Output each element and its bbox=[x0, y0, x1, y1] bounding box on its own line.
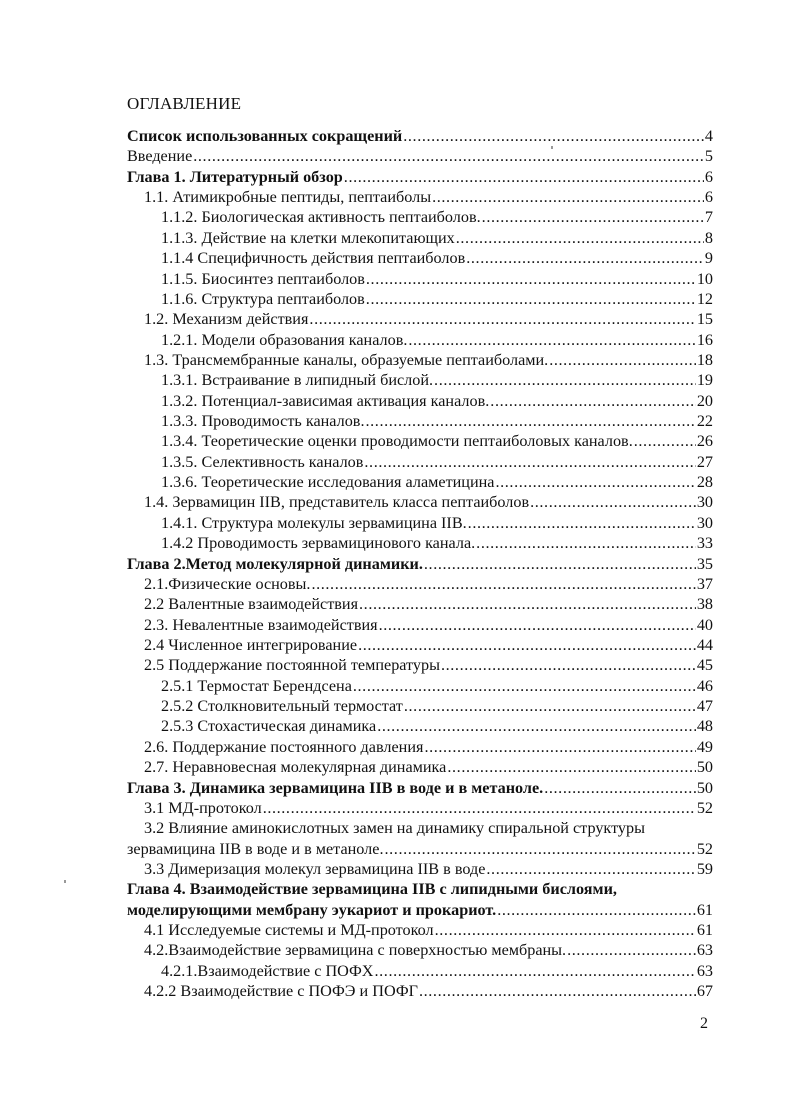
toc-entry-title: 3.1 МД-протокол bbox=[144, 798, 262, 817]
toc-entry[interactable] bbox=[127, 187, 713, 207]
dot-leader bbox=[486, 859, 695, 879]
toc-entry-title: 1.4. Зервамицин IIB, представитель класса пептаиболов bbox=[144, 493, 530, 512]
toc-entry-title: 4.2.1.Взаимодействие с ПОФХ bbox=[161, 961, 374, 980]
toc-entry-title: зервамицина IIB в воде и в метаноле. bbox=[127, 839, 384, 858]
dot-leader bbox=[482, 207, 704, 227]
toc-entry[interactable] bbox=[127, 696, 713, 716]
scan-speck bbox=[551, 146, 553, 149]
toc-entry-title: 1.1. Атимикробные пептиды, пептаиболы bbox=[144, 188, 432, 207]
toc-entry-page: 38 bbox=[696, 595, 713, 614]
toc-entry[interactable] bbox=[127, 309, 713, 329]
dot-leader bbox=[364, 452, 695, 472]
toc-entry[interactable] bbox=[127, 879, 713, 899]
dot-leader bbox=[379, 615, 696, 635]
dot-leader bbox=[419, 981, 696, 1001]
table-of-contents bbox=[127, 126, 713, 1001]
dot-leader bbox=[456, 228, 704, 248]
dot-leader bbox=[468, 513, 696, 533]
toc-entry-page: 6 bbox=[704, 167, 713, 186]
toc-entry[interactable] bbox=[127, 961, 713, 981]
toc-entry[interactable] bbox=[127, 411, 713, 431]
toc-entry-page: 47 bbox=[696, 697, 713, 716]
toc-entry-title: 1.3.3. Проводимость каналов. bbox=[161, 412, 365, 431]
toc-entry[interactable] bbox=[127, 391, 713, 411]
toc-entry[interactable] bbox=[127, 940, 713, 960]
dot-leader bbox=[375, 961, 696, 981]
toc-entry[interactable] bbox=[127, 330, 713, 350]
toc-entry-title: 1.3. Трансмембранные каналы, образуемые пептаиболами. bbox=[144, 350, 549, 369]
dot-leader bbox=[366, 269, 696, 289]
toc-entry[interactable] bbox=[127, 228, 713, 248]
toc-entry[interactable] bbox=[127, 492, 713, 512]
toc-entry-title: моделирующими мембрану эукариот и прокариот. bbox=[127, 900, 497, 919]
toc-entry[interactable] bbox=[127, 431, 713, 451]
toc-entry-title: Глава 4. Взаимодействие зервамицина IIB с липидными бислоями, bbox=[127, 880, 617, 899]
toc-entry-page: 26 bbox=[696, 432, 713, 451]
toc-entry-page: 18 bbox=[696, 350, 713, 369]
toc-entry[interactable] bbox=[127, 167, 713, 187]
dot-leader bbox=[567, 940, 696, 960]
toc-entry-page: 59 bbox=[696, 859, 713, 878]
toc-entry[interactable] bbox=[127, 737, 713, 757]
toc-entry-page: 52 bbox=[696, 839, 713, 858]
dot-leader bbox=[353, 676, 696, 696]
toc-entry[interactable] bbox=[127, 289, 713, 309]
toc-entry[interactable] bbox=[127, 207, 713, 227]
toc-entry-title: 2.4 Численное интегрирование bbox=[144, 635, 358, 654]
toc-entry[interactable] bbox=[127, 635, 713, 655]
toc-entry-page: 52 bbox=[696, 798, 713, 817]
dot-leader bbox=[432, 187, 704, 207]
toc-entry[interactable] bbox=[127, 533, 713, 553]
toc-entry-title: 2.1.Физические основы. bbox=[144, 574, 311, 593]
toc-entry-page: 10 bbox=[696, 269, 713, 288]
dot-leader bbox=[634, 431, 696, 451]
toc-entry-title: 2.5.2 Столкновительный термостат bbox=[161, 697, 403, 716]
toc-entry[interactable] bbox=[127, 554, 713, 574]
toc-entry-title: Введение bbox=[127, 147, 193, 166]
toc-entry[interactable] bbox=[127, 757, 713, 777]
toc-entry-title: 1.3.2. Потенциал-зависимая активация каналов. bbox=[161, 391, 490, 410]
toc-entry-page: 6 bbox=[704, 188, 713, 207]
toc-entry[interactable] bbox=[127, 778, 713, 798]
toc-entry[interactable] bbox=[127, 716, 713, 736]
toc-entry-page: 27 bbox=[696, 452, 713, 471]
toc-entry-title: 1.1.3. Действие на клетки млекопитающих bbox=[161, 228, 455, 247]
dot-leader bbox=[495, 472, 695, 492]
toc-entry[interactable] bbox=[127, 269, 713, 289]
toc-entry-page: 7 bbox=[704, 208, 713, 227]
toc-entry-page: 50 bbox=[696, 758, 713, 777]
dot-leader bbox=[385, 839, 696, 859]
toc-entry[interactable] bbox=[127, 839, 713, 859]
toc-entry[interactable] bbox=[127, 350, 713, 370]
toc-entry[interactable] bbox=[127, 574, 713, 594]
toc-entry-title: 1.2. Механизм действия bbox=[144, 310, 309, 329]
toc-entry-title: 2.6. Поддержание постоянного давления bbox=[144, 737, 424, 756]
toc-entry-title: Глава 2.Метод молекулярной динамики. bbox=[127, 554, 423, 573]
toc-entry-page: 9 bbox=[704, 249, 713, 268]
toc-entry[interactable] bbox=[127, 920, 713, 940]
dot-leader bbox=[359, 594, 696, 614]
dot-leader bbox=[435, 920, 696, 940]
toc-entry-page: 5 bbox=[704, 147, 713, 166]
toc-entry-title: 4.2.Взаимодействие зервамицина с поверхностью мембраны. bbox=[144, 941, 567, 960]
toc-entry-page: 49 bbox=[696, 737, 713, 756]
toc-entry-title: 1.4.2 Проводимость зервамицинового канала. bbox=[161, 534, 476, 553]
toc-entry[interactable] bbox=[127, 900, 713, 920]
dot-leader bbox=[476, 533, 696, 553]
toc-entry-title: 2.5.3 Стохастическая динамика bbox=[161, 717, 377, 736]
toc-entry[interactable] bbox=[127, 798, 713, 818]
toc-entry-page: 50 bbox=[696, 778, 713, 797]
dot-leader bbox=[424, 554, 696, 574]
dot-leader bbox=[490, 391, 696, 411]
dot-leader bbox=[358, 635, 696, 655]
toc-entry[interactable] bbox=[127, 370, 713, 390]
toc-entry-title: 2.7. Неравновесная молекулярная динамика bbox=[144, 758, 447, 777]
toc-entry-page: 40 bbox=[696, 615, 713, 634]
toc-entry-page: 63 bbox=[696, 941, 713, 960]
toc-entry-title: 1.3.4. Теоретические оценки проводимости пептаиболовых каналов. bbox=[161, 432, 633, 451]
toc-entry-page: 44 bbox=[696, 635, 713, 654]
toc-entry-page: 19 bbox=[696, 371, 713, 390]
toc-entry-page: 63 bbox=[696, 961, 713, 980]
toc-entry-title: 4.1 Исследуемые системы и МД-протокол bbox=[144, 921, 434, 940]
toc-entry-title: 4.2.2 Взаимодействие с ПОФЭ и ПОФГ bbox=[144, 982, 418, 1001]
toc-entry-title: 1.2.1. Модели образования каналов. bbox=[161, 330, 408, 349]
toc-entry[interactable] bbox=[127, 513, 713, 533]
toc-entry-page: 61 bbox=[696, 921, 713, 940]
toc-entry-page: 22 bbox=[696, 412, 713, 431]
toc-entry[interactable] bbox=[127, 615, 713, 635]
toc-entry-title: 2.5.1 Термостат Берендсена bbox=[161, 676, 352, 695]
scan-speck bbox=[64, 880, 66, 883]
dot-leader bbox=[377, 716, 696, 736]
toc-entry[interactable] bbox=[127, 594, 713, 614]
toc-entry-page: 8 bbox=[704, 228, 713, 247]
dot-leader bbox=[366, 289, 696, 309]
toc-entry[interactable] bbox=[127, 146, 713, 166]
toc-entry-title: Глава 3. Динамика зервамицина IIB в воде и в метаноле. bbox=[127, 778, 544, 797]
toc-title: ОГЛАВЛЕНИЕ bbox=[127, 94, 242, 113]
toc-entry-title: 1.3.6. Теоретические исследования аламетицина bbox=[161, 473, 495, 492]
toc-entry[interactable] bbox=[127, 126, 713, 146]
toc-entry-page: 16 bbox=[696, 330, 713, 349]
toc-entry-page: 61 bbox=[696, 900, 713, 919]
toc-entry[interactable] bbox=[127, 472, 713, 492]
dot-leader bbox=[434, 370, 696, 390]
dot-leader bbox=[366, 411, 696, 431]
dot-leader bbox=[404, 696, 696, 716]
toc-entry-page: 12 bbox=[696, 289, 713, 308]
dot-leader bbox=[311, 574, 695, 594]
toc-entry[interactable] bbox=[127, 655, 713, 675]
dot-leader bbox=[263, 798, 696, 818]
toc-entry[interactable] bbox=[127, 818, 713, 838]
dot-leader bbox=[193, 146, 704, 166]
dot-leader bbox=[403, 126, 704, 146]
dot-leader bbox=[424, 737, 695, 757]
toc-entry-title: 2.2 Валентные взаимодействия bbox=[144, 595, 359, 614]
toc-entry-page: 4 bbox=[704, 127, 713, 145]
toc-entry-page: 37 bbox=[696, 574, 713, 593]
toc-entry-page: 33 bbox=[696, 534, 713, 553]
toc-entry-page: 30 bbox=[696, 493, 713, 512]
toc-entry-title: 1.1.2. Биологическая активность пептаиболов. bbox=[161, 208, 481, 227]
toc-entry-title: 1.1.5. Биосинтез пептаиболов bbox=[161, 269, 365, 288]
dot-leader bbox=[497, 900, 696, 920]
toc-entry-title: 3.3 Димеризация молекул зервамицина IIB в воде bbox=[144, 859, 486, 878]
toc-entry-title: 3.2 Влияние аминокислотных замен на динамику спиральной структуры bbox=[144, 819, 645, 838]
toc-entry-page: 15 bbox=[696, 310, 713, 329]
toc-entry-title: 2.5 Поддержание постоянной температуры bbox=[144, 656, 440, 675]
dot-leader bbox=[549, 350, 696, 370]
toc-entry[interactable] bbox=[127, 981, 713, 1001]
toc-entry-page: 28 bbox=[696, 473, 713, 492]
toc-entry-page: 45 bbox=[696, 656, 713, 675]
toc-entry-page: 30 bbox=[696, 513, 713, 532]
page-number: 2 bbox=[700, 1015, 708, 1032]
toc-entry-title: Список использованных сокращений bbox=[127, 127, 403, 145]
toc-entry-page: 46 bbox=[696, 676, 713, 695]
toc-entry-page: 67 bbox=[696, 982, 713, 1001]
toc-entry[interactable] bbox=[127, 248, 713, 268]
toc-entry[interactable] bbox=[127, 859, 713, 879]
toc-entry[interactable] bbox=[127, 452, 713, 472]
toc-entry[interactable] bbox=[127, 676, 713, 696]
toc-entry-page: 48 bbox=[696, 717, 713, 736]
dot-leader bbox=[466, 248, 704, 268]
toc-entry-title: 1.4.1. Структура молекулы зервамицина IIB. bbox=[161, 513, 467, 532]
dot-leader bbox=[530, 492, 696, 512]
dot-leader bbox=[344, 167, 704, 187]
dot-leader bbox=[544, 778, 696, 798]
toc-entry-page: 35 bbox=[696, 554, 713, 573]
toc-entry-title: Глава 1. Литературный обзор bbox=[127, 167, 343, 186]
toc-entry-title: 1.3.1. Встраивание в липидный бислой. bbox=[161, 371, 434, 390]
toc-entry-title: 1.1.4 Специфичность действия пептаиболов bbox=[161, 249, 466, 268]
toc-entry-title: 2.3. Невалентные взаимодействия bbox=[144, 615, 378, 634]
toc-entry-title: 1.1.6. Структура пептаиболов bbox=[161, 289, 365, 308]
toc-entry-page: 20 bbox=[696, 391, 713, 410]
dot-leader bbox=[408, 330, 695, 350]
dot-leader bbox=[441, 655, 696, 675]
dot-leader bbox=[309, 309, 695, 329]
dot-leader bbox=[447, 757, 695, 777]
toc-entry-title: 1.3.5. Селективность каналов bbox=[161, 452, 364, 471]
